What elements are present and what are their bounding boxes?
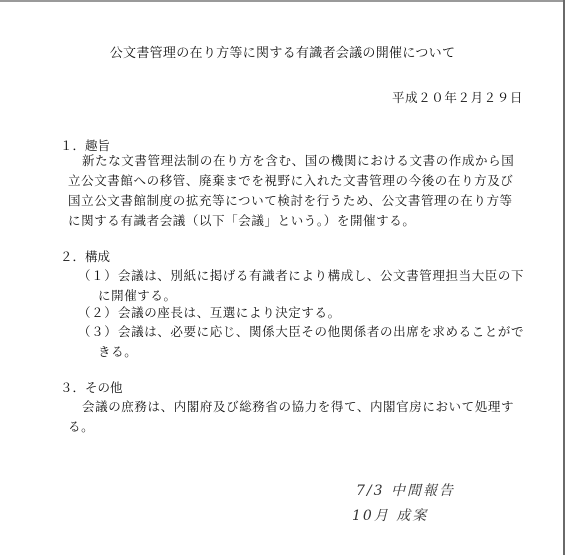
item-number: （３） <box>78 324 118 339</box>
item-number: （２） <box>78 305 118 320</box>
section-1-heading: １．趣旨 <box>60 138 111 153</box>
section-3-line: 会議の庶務は、内閣府及び総務省の協力を得て、内閣官房において処理す <box>82 399 515 414</box>
item-text: 会議は、別紙に掲げる有識者により構成し、公文書管理担当大臣の下 <box>118 268 525 283</box>
item-text: 会議の座長は、互選により決定する。 <box>118 305 341 320</box>
document-title: 公文書管理の在り方等に関する有識者会議の開催について <box>109 46 456 61</box>
section-1-line: 国立公文書館制度の拡充等について検討を行うため、公文書管理の在り方等 <box>68 193 513 208</box>
section-1-line: に関する有識者会議（以下「会議」という。）を開催する。 <box>68 213 416 228</box>
document-date: 平成２０年２月２９日 <box>391 90 523 105</box>
item-number: （１） <box>78 268 118 283</box>
handwritten-note: 7/3 中間報告 <box>356 483 455 499</box>
section-1-line: 立公文書館への移管、廃棄までを視野に入れた文書管理の今後の在り方及び <box>68 173 514 188</box>
section-3-line: る。 <box>68 419 95 434</box>
item-text-continuation: きる。 <box>98 344 138 359</box>
section-3-heading: ３．その他 <box>60 380 123 395</box>
item-text: 会議は、必要に応じ、関係大臣その他関係者の出席を求めることがで <box>118 324 525 339</box>
list-item <box>78 303 341 323</box>
list-item <box>78 322 524 342</box>
item-text-continuation: に開催する。 <box>98 288 177 303</box>
section-1-line: 新たな文書管理法制の在り方を含む、国の機関における文書の作成から国 <box>82 153 515 168</box>
list-item <box>78 266 524 286</box>
section-2-heading: ２．構成 <box>60 249 111 264</box>
handwritten-note: 10月 成案 <box>352 508 429 524</box>
